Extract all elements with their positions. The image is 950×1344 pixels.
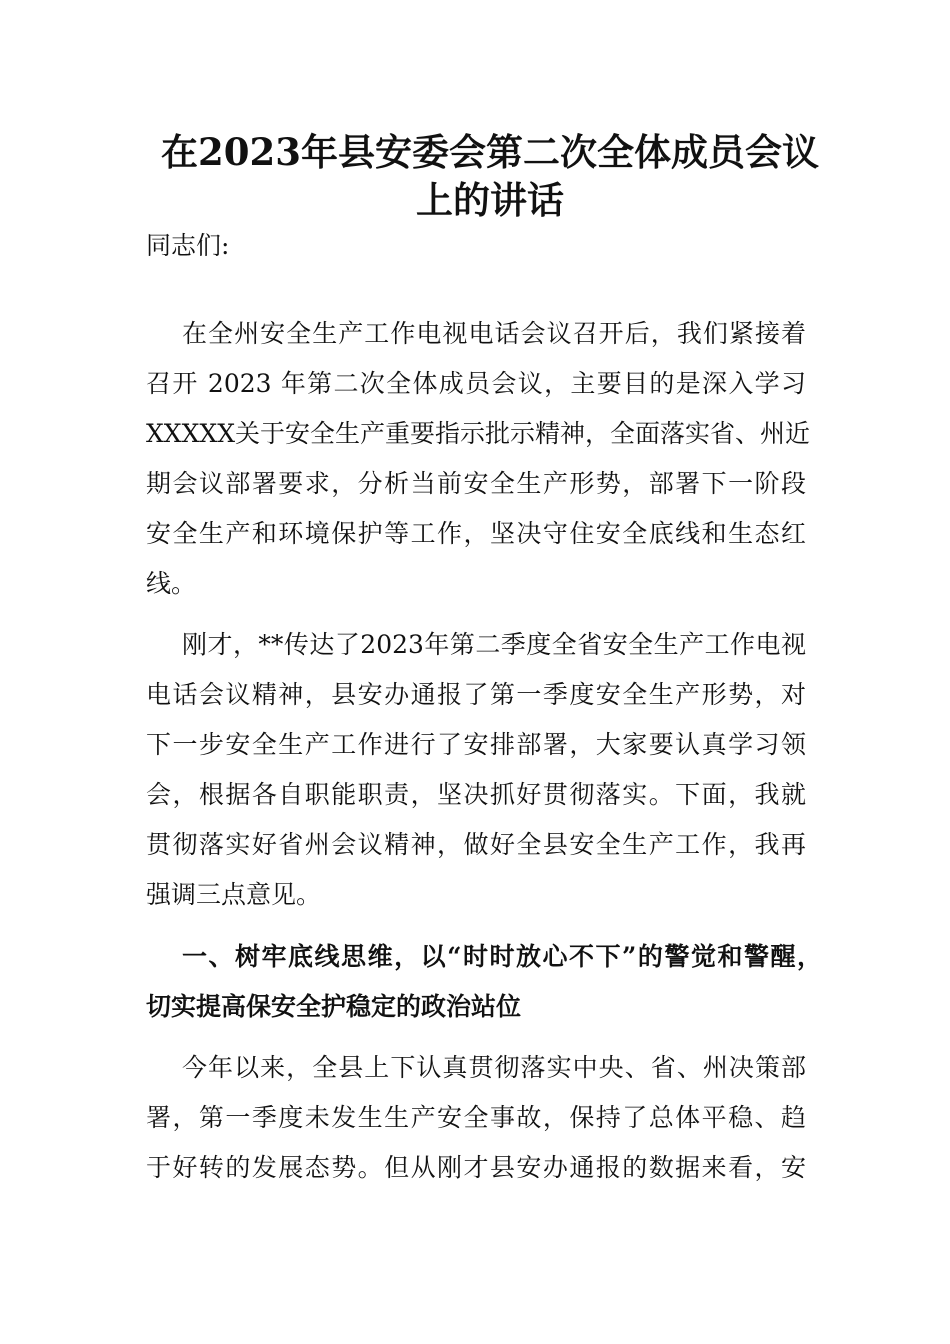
paragraph-2-line-6: 强调三点意见。 — [146, 880, 322, 909]
paragraph-1-line-6: 线。 — [146, 569, 197, 598]
paragraph-3-line-2: 署，第一季度未发生生产安全事故，保持了总体平稳、趋 — [146, 1103, 806, 1132]
paragraph-3-line-1: 今年以来，全县上下认真贯彻落实中央、省、州决策部 — [182, 1053, 806, 1082]
paragraph-2-line-1: 刚才，**传达了2023年第二季度全省安全生产工作电视 — [182, 630, 806, 659]
section-heading-1-line-1: 一、树牢底线思维，以“时时放心不下”的警觉和警醒， — [182, 942, 822, 971]
paragraph-1-line-4: 期会议部署要求，分析当前安全生产形势，部署下一阶段 — [146, 469, 806, 498]
paragraph-3-line-3: 于好转的发展态势。但从刚才县安办通报的数据来看，安 — [146, 1153, 806, 1182]
document-title-line-2: 上的讲话 — [416, 178, 564, 222]
paragraph-1-line-5: 安全生产和环境保护等工作，坚决守住安全底线和生态红 — [146, 519, 806, 548]
paragraph-1-line-1: 在全州安全生产工作电视电话会议召开后，我们紧接着 — [182, 319, 806, 348]
paragraph-2-line-3: 下一步安全生产工作进行了安排部署，大家要认真学习领 — [146, 730, 806, 759]
paragraph-1-line-2: 召开 2023 年第二次全体成员会议，主要目的是深入学习 — [146, 369, 806, 398]
paragraph-2-line-2: 电话会议精神，县安办通报了第一季度安全生产形势，对 — [146, 680, 806, 709]
section-heading-1-line-2: 切实提高保安全护稳定的政治站位 — [146, 992, 522, 1021]
paragraph-2-line-4: 会，根据各自职能职责，坚决抓好贯彻落实。下面，我就 — [146, 780, 806, 809]
document-title-line-1: 在2023年县安委会第二次全体成员会议 — [161, 130, 819, 174]
paragraph-1-line-3: XXXXX关于安全生产重要指示批示精神，全面落实省、州近 — [146, 419, 810, 448]
paragraph-2-line-5: 贯彻落实好省州会议精神，做好全县安全生产工作，我再 — [146, 830, 806, 859]
salutation: 同志们: — [146, 231, 230, 260]
